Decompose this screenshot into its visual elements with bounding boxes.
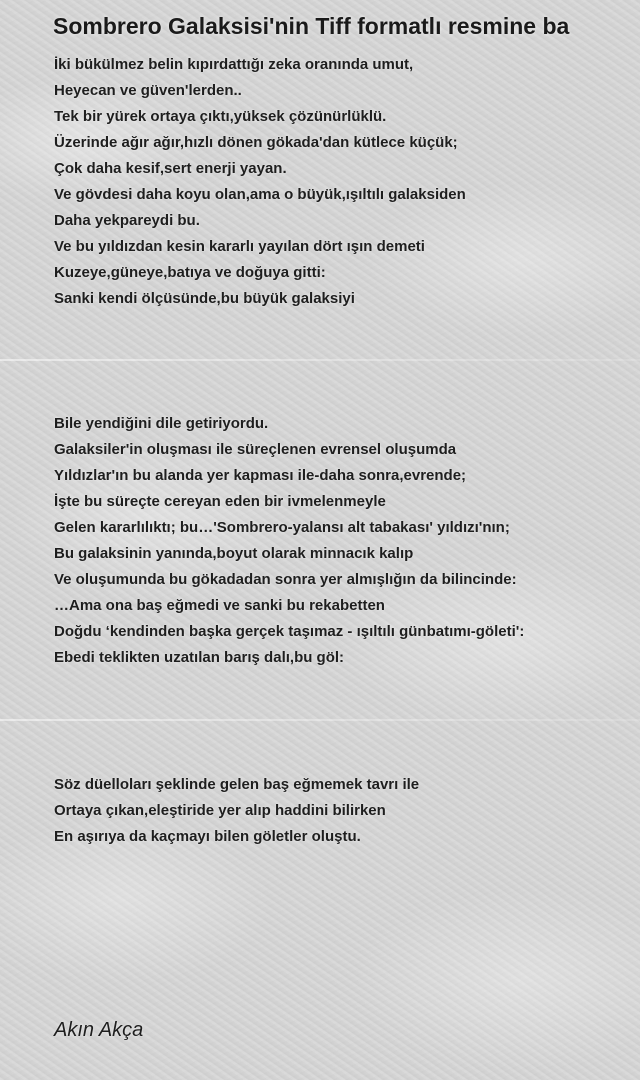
poem-line: Galaksiler'in oluşması ile süreçlenen evrensel oluşumda bbox=[54, 441, 457, 458]
poem-line: En aşırıya da kaçmayı bilen göletler oluştu. bbox=[54, 828, 361, 845]
poem-line: Sanki kendi ölçüsünde,bu büyük galaksiyi bbox=[54, 290, 355, 307]
poem-title: Sombrero Galaksisi'nin Tiff formatlı resmine ba bbox=[53, 13, 570, 39]
poem-line: Üzerinde ağır ağır,hızlı dönen gökada'dan kütlece küçük; bbox=[54, 134, 458, 151]
poem-line: Ortaya çıkan,eleştiride yer alıp haddini bilirken bbox=[54, 802, 386, 819]
stanza-3 bbox=[54, 772, 640, 850]
poem-line: Heyecan ve güven'lerden.. bbox=[54, 82, 242, 99]
poem-line: Ebedi teklikten uzatılan barış dalı,bu göl: bbox=[54, 649, 345, 666]
section-divider bbox=[0, 719, 640, 721]
poem-line: Ve bu yıldızdan kesin kararlı yayılan dört ışın demeti bbox=[54, 238, 425, 255]
stanza-1 bbox=[54, 52, 640, 312]
author-name: Akın Akça bbox=[54, 1019, 144, 1041]
poem-line: Gelen kararlılıktı; bu…'Sombrero-yalansı alt tabakası' yıldızı'nın; bbox=[54, 519, 510, 536]
poem-line: Bu galaksinin yanında,boyut olarak minnacık kalıp bbox=[54, 545, 414, 562]
poem-line: Tek bir yürek ortaya çıktı,yüksek çözünürlüklü. bbox=[54, 108, 387, 125]
poem-line: Bile yendiğini dile getiriyordu. bbox=[54, 415, 269, 432]
poem-line: Kuzeye,güneye,batıya ve doğuya gitti: bbox=[54, 264, 326, 281]
poem-line: Ve gövdesi daha koyu olan,ama o büyük,ışıltılı galaksiden bbox=[54, 186, 466, 203]
section-divider bbox=[0, 359, 640, 361]
poem-line: Ve oluşumunda bu gökadadan sonra yer almışlığın da bilincinde: bbox=[54, 571, 517, 588]
poem-line: Çok daha kesif,sert enerji yayan. bbox=[54, 160, 287, 177]
poem-line: İşte bu süreçte cereyan eden bir ivmelenmeyle bbox=[54, 493, 386, 510]
poem-line: Söz düelloları şeklinde gelen baş eğmemek tavrı ile bbox=[54, 776, 420, 793]
poem-line: İki bükülmez belin kıpırdattığı zeka oranında umut, bbox=[54, 56, 414, 73]
poem-line: Yıldızlar'ın bu alanda yer kapması ile-daha sonra,evrende; bbox=[54, 467, 467, 484]
poem-line: Doğdu ‘kendinden başka gerçek taşımaz - ışıltılı günbatımı-göleti': bbox=[54, 623, 525, 640]
stanza-2 bbox=[54, 411, 640, 671]
poem-line: Daha yekpareydi bu. bbox=[54, 212, 200, 229]
poem-line: …Ama ona baş eğmedi ve sanki bu rekabetten bbox=[54, 597, 385, 614]
